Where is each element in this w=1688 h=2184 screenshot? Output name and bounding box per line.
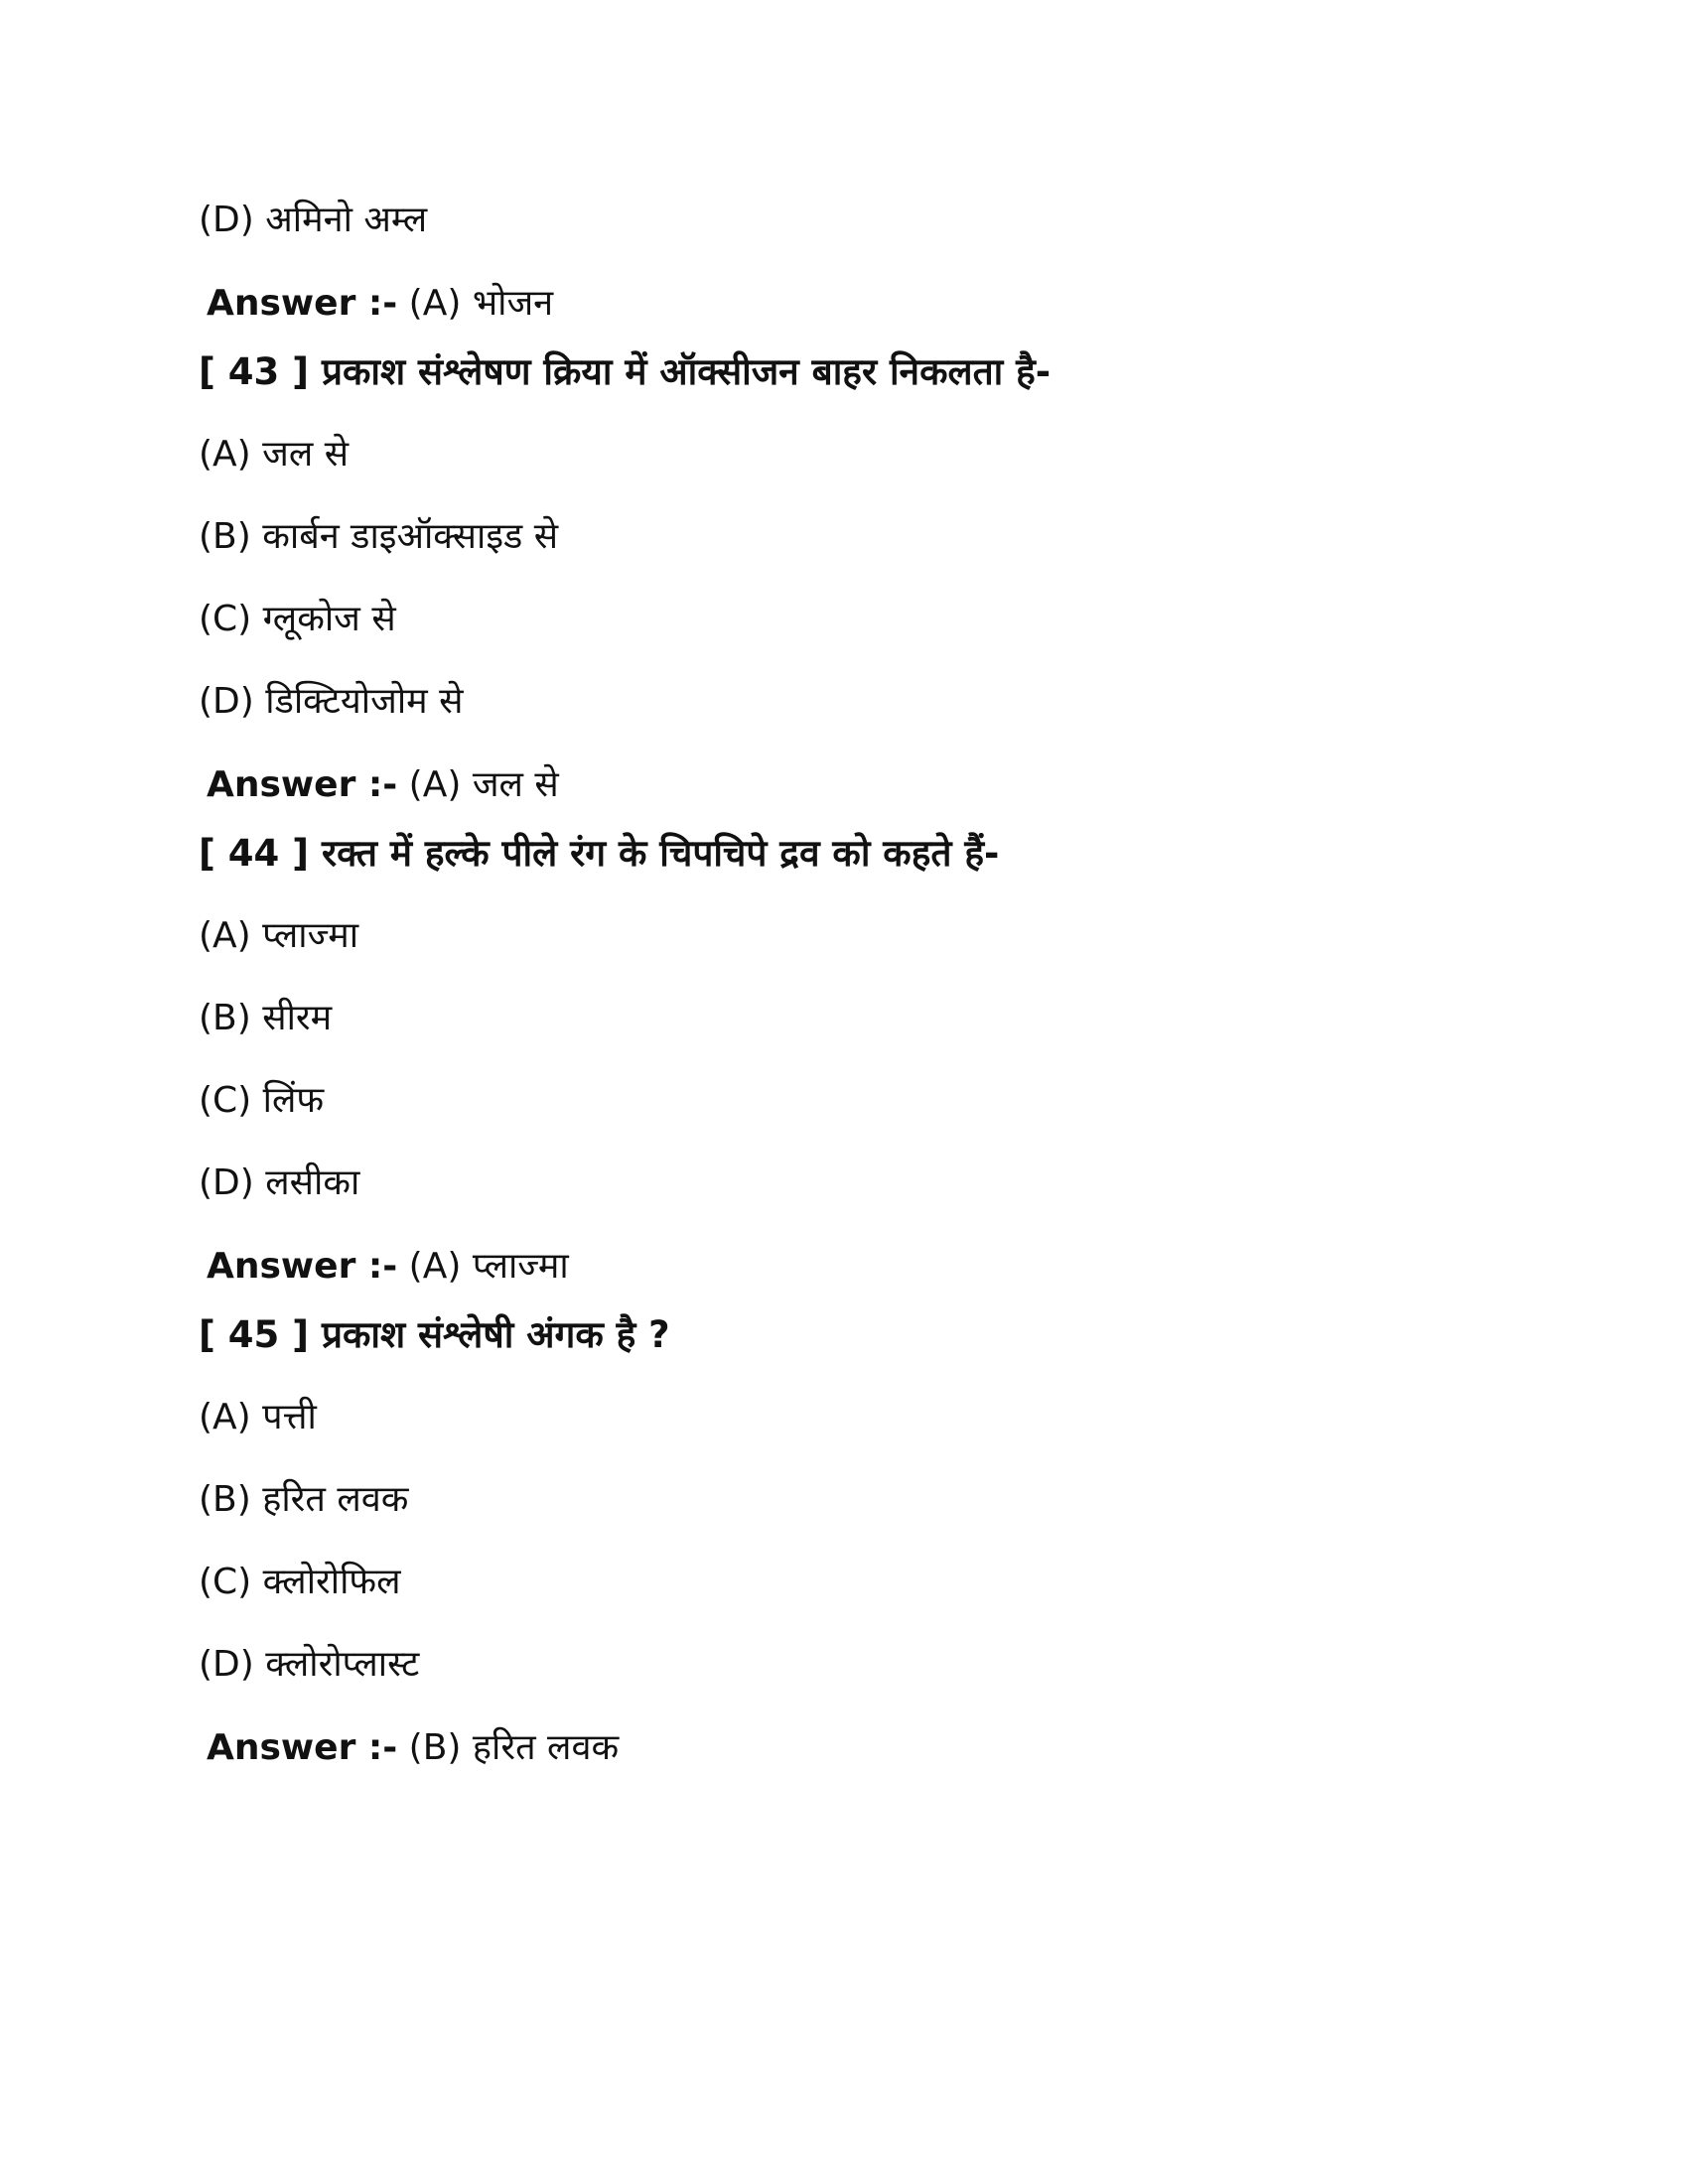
option-c: (C) लिंफ xyxy=(199,1080,325,1121)
question-45: [ 45 ] प्रकाश संश्लेषी अंगक है ? xyxy=(199,1313,670,1356)
option-a: (A) प्लाज्मा xyxy=(199,915,359,956)
option-d: (D) लसीका xyxy=(199,1162,360,1203)
answer-line xyxy=(207,1726,619,1770)
answer-value: (A) प्लाज्मा xyxy=(408,1246,569,1287)
answer-line xyxy=(207,282,553,326)
answer-label: Answer :- xyxy=(207,1727,398,1768)
answer-label: Answer :- xyxy=(207,283,398,324)
option-b: (B) कार्बन डाइऑक्साइड से xyxy=(199,516,559,557)
option-c: (C) क्लोरोफिल xyxy=(199,1562,401,1602)
answer-label: Answer :- xyxy=(207,764,398,805)
option-b: (B) सीरम xyxy=(199,998,333,1038)
option-d: (D) अमिनो अम्ल xyxy=(199,200,428,240)
option-c: (C) ग्लूकोज से xyxy=(199,599,396,639)
question-43: [ 43 ] प्रकाश संश्लेषण क्रिया में ऑक्सीजन बाहर निकलता है- xyxy=(199,350,1052,393)
answer-line xyxy=(207,763,559,807)
answer-value: (B) हरित लवक xyxy=(408,1727,620,1768)
question-44: [ 44 ] रक्त में हल्के पीले रंग के चिपचिपे द्रव को कहते हैं- xyxy=(199,832,1000,875)
option-a: (A) जल से xyxy=(199,434,350,475)
answer-line xyxy=(207,1245,569,1289)
option-d: (D) डिक्टियोजोम से xyxy=(199,681,464,722)
option-b: (B) हरित लवक xyxy=(199,1479,409,1520)
option-a: (A) पत्ती xyxy=(199,1397,317,1437)
option-d: (D) क्लोरोप्लास्ट xyxy=(199,1644,420,1685)
answer-label: Answer :- xyxy=(207,1246,398,1287)
answer-value: (A) भोजन xyxy=(408,283,554,324)
answer-value: (A) जल से xyxy=(408,764,559,805)
